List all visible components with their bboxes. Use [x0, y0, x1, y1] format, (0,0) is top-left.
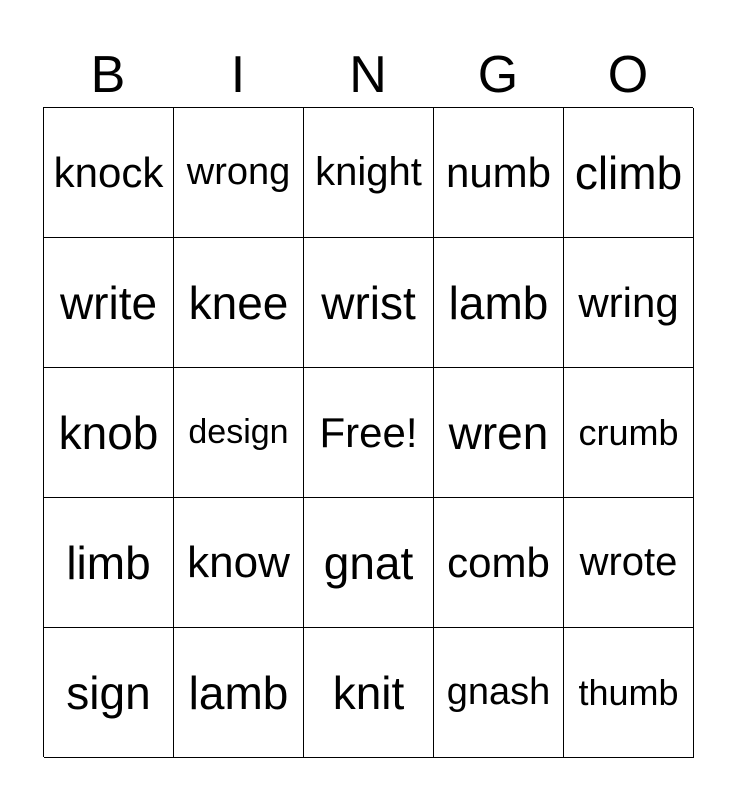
bingo-cell[interactable] — [304, 238, 434, 368]
cell-word: lamb — [448, 276, 549, 329]
free-space-cell[interactable] — [304, 368, 434, 498]
cell-word: write — [59, 276, 158, 329]
header-letter-n: N — [349, 46, 387, 104]
bingo-cell[interactable] — [564, 108, 694, 238]
cell-word: wrong — [186, 151, 291, 193]
cell-word: knight — [315, 150, 422, 194]
cell-word: limb — [66, 536, 151, 589]
bingo-cell[interactable] — [304, 498, 434, 628]
cell-word: comb — [447, 538, 550, 586]
bingo-board — [43, 107, 693, 757]
bingo-cell[interactable] — [434, 108, 564, 238]
cell-word: wring — [578, 278, 679, 326]
header-letter-g: G — [477, 46, 519, 104]
header-letter-b: B — [90, 46, 126, 104]
bingo-header — [43, 44, 693, 106]
cell-word: Free! — [319, 408, 418, 456]
bingo-cell[interactable] — [44, 628, 174, 758]
cell-word: thumb — [578, 671, 679, 713]
bingo-cell[interactable] — [434, 368, 564, 498]
cell-word: knock — [53, 148, 164, 196]
cell-word: knee — [188, 276, 289, 329]
cell-word: knit — [332, 666, 405, 719]
cell-word: lamb — [188, 666, 289, 719]
bingo-cell[interactable] — [564, 498, 694, 628]
bingo-cell[interactable] — [564, 368, 694, 498]
cell-word: knob — [58, 406, 159, 459]
bingo-cell[interactable] — [564, 628, 694, 758]
cell-word: gnat — [323, 536, 414, 589]
bingo-cell[interactable] — [174, 108, 304, 238]
cell-word: wren — [448, 406, 549, 459]
bingo-cell[interactable] — [174, 238, 304, 368]
cell-word: wrist — [321, 276, 416, 329]
cell-word: climb — [574, 146, 683, 199]
bingo-cell[interactable] — [564, 238, 694, 368]
bingo-cell[interactable] — [174, 498, 304, 628]
bingo-cell[interactable] — [434, 498, 564, 628]
cell-word: sign — [66, 666, 151, 719]
bingo-cell[interactable] — [304, 108, 434, 238]
bingo-cell[interactable] — [44, 108, 174, 238]
bingo-cell[interactable] — [434, 238, 564, 368]
bingo-cell[interactable] — [44, 238, 174, 368]
cell-word: wrote — [579, 540, 678, 584]
cell-word: know — [187, 537, 290, 587]
cell-word: crumb — [578, 411, 679, 453]
cell-word: numb — [445, 148, 552, 196]
cell-word: design — [188, 413, 289, 451]
bingo-cell[interactable] — [304, 628, 434, 758]
header-letter-i: I — [230, 46, 246, 104]
bingo-cell[interactable] — [44, 368, 174, 498]
bingo-cell[interactable] — [434, 628, 564, 758]
header-letter-o: O — [607, 46, 649, 104]
bingo-cell[interactable] — [174, 368, 304, 498]
cell-word: gnash — [446, 671, 551, 713]
bingo-cell[interactable] — [44, 498, 174, 628]
bingo-cell[interactable] — [174, 628, 304, 758]
